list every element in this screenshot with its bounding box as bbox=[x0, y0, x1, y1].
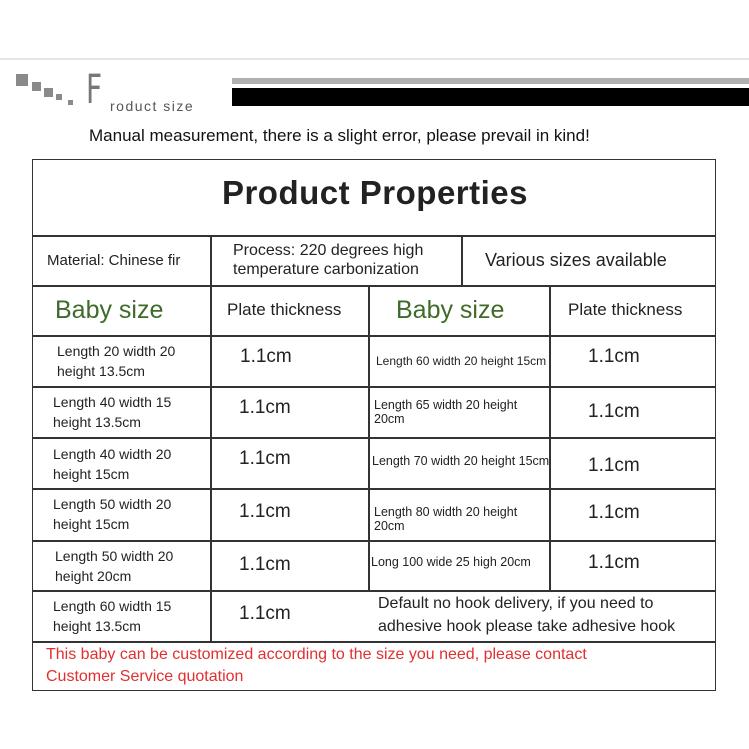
logo-square bbox=[32, 82, 41, 91]
custom-note: This baby can be customized according to the size you need, please contact Customer Service quotation bbox=[46, 646, 587, 685]
col-divider bbox=[461, 235, 463, 285]
baby-size-header-left: Baby size bbox=[55, 295, 164, 324]
right-size-4: Length 80 width 20 height 20cm bbox=[374, 505, 518, 533]
left-size-6: Length 60 width 15 height 13.5cm bbox=[53, 597, 172, 634]
top-divider bbox=[0, 58, 749, 60]
header-bar-grey bbox=[232, 78, 749, 84]
measurement-note: Manual measurement, there is a slight error, please prevail in kind! bbox=[89, 126, 590, 145]
right-size-3: Length 70 width 20 height 15cm bbox=[372, 454, 550, 468]
left-size-2: Length 40 width 15 height 13.5cm bbox=[53, 393, 172, 430]
left-thickness-3: 1.1cm bbox=[239, 448, 291, 469]
col-divider bbox=[210, 235, 212, 641]
left-size-1: Length 20 width 20 height 13.5cm bbox=[57, 342, 176, 379]
product-size-logo bbox=[14, 67, 214, 116]
left-thickness-6: 1.1cm bbox=[239, 603, 291, 624]
process-cell: Process: 220 degrees high temperature carbonization bbox=[233, 241, 424, 278]
logo-square bbox=[44, 88, 53, 97]
left-thickness-5: 1.1cm bbox=[239, 554, 291, 575]
plate-thickness-header-left: Plate thickness bbox=[227, 300, 342, 319]
right-thickness-2: 1.1cm bbox=[588, 401, 640, 422]
logo-letter: F bbox=[86, 67, 103, 113]
left-size-3: Length 40 width 20 height 15cm bbox=[53, 445, 172, 482]
logo-square bbox=[16, 74, 28, 86]
right-thickness-5: 1.1cm bbox=[588, 552, 640, 573]
left-thickness-1: 1.1cm bbox=[240, 346, 292, 367]
product-properties-table bbox=[32, 159, 716, 691]
sizes-available-cell: Various sizes available bbox=[485, 249, 667, 270]
top-band bbox=[0, 0, 749, 58]
left-thickness-2: 1.1cm bbox=[239, 397, 291, 418]
baby-size-header-right: Baby size bbox=[396, 295, 505, 324]
plate-thickness-header-right: Plate thickness bbox=[568, 300, 683, 319]
right-thickness-1: 1.1cm bbox=[588, 346, 640, 367]
right-thickness-3: 1.1cm bbox=[588, 455, 640, 476]
table-title: Product Properties bbox=[221, 174, 529, 211]
right-thickness-4: 1.1cm bbox=[588, 502, 640, 523]
logo-square bbox=[68, 100, 73, 105]
header-bar-black bbox=[232, 88, 749, 106]
right-size-2: Length 65 width 20 height 20cm bbox=[374, 398, 518, 426]
col-divider bbox=[368, 285, 370, 590]
logo-text: roduct size bbox=[110, 98, 195, 114]
left-size-5: Length 50 width 20 height 20cm bbox=[55, 547, 174, 584]
left-thickness-4: 1.1cm bbox=[239, 501, 291, 522]
material-cell: Material: Chinese fir bbox=[47, 251, 181, 269]
left-size-4: Length 50 width 20 height 15cm bbox=[53, 495, 172, 532]
right-size-5: Long 100 wide 25 high 20cm bbox=[371, 555, 531, 569]
logo-square bbox=[56, 94, 62, 100]
hook-note: Default no hook delivery, if you need to adhesive hook please take adhesive hook bbox=[378, 595, 676, 635]
right-size-1: Length 60 width 20 height 15cm bbox=[376, 354, 547, 368]
